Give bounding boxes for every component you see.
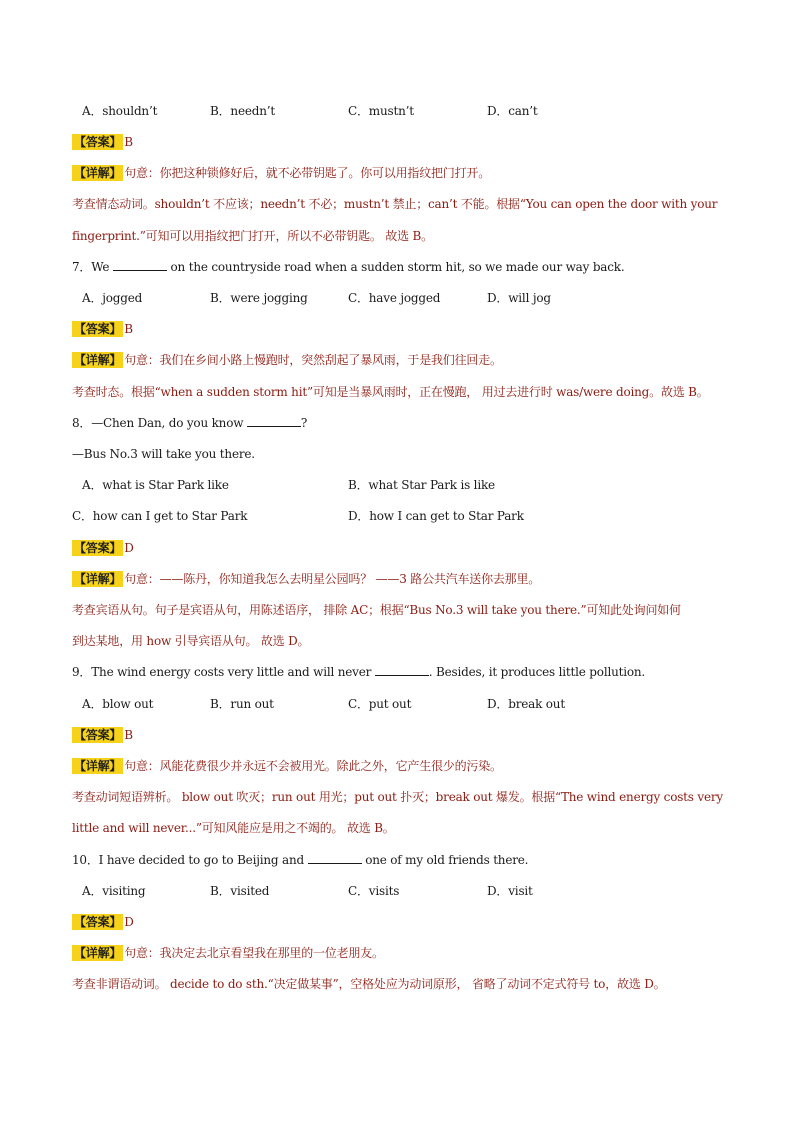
- q10-stem-start: 10．I have decided to go to Beijing and: [72, 853, 308, 867]
- q10-option-b: B．visited: [210, 884, 270, 898]
- answer-tag: 【答案】: [74, 541, 122, 555]
- q9-stem-end: . Besides, it produces little pollution.: [428, 665, 646, 679]
- q8-explain-2: 到达某地，用 how 引导宾语从句。 故选 D。: [72, 634, 310, 648]
- q7-option-c: C．have jogged: [348, 291, 441, 305]
- q6-answer: B: [124, 135, 133, 149]
- q10-explain-1: 考查非谓语动词。 decide to do sth.“决定做某事”，空格处应为动词原形， 省略了动词不定式符号 to，故选 D。: [72, 977, 666, 991]
- q10-blank: [308, 852, 362, 864]
- q9-option-a: A．blow out: [82, 697, 154, 711]
- q10-option-c: C．visits: [348, 884, 400, 898]
- q8-option-d: D．how I can get to Star Park: [348, 509, 524, 523]
- q6-option-b: B．needn’t: [210, 104, 275, 118]
- answer-tag: 【答案】: [74, 728, 122, 742]
- q8-stem-end: ?: [300, 416, 308, 430]
- q8-option-b: B．what Star Park is like: [348, 478, 495, 492]
- q6-detail-line: [72, 165, 722, 181]
- q7-meaning: 句意：我们在乡间小路上慢跑时，突然刮起了暴风雨，于是我们往回走。: [124, 353, 502, 367]
- q8-meaning: 句意：——陈丹，你知道我怎么去明星公园吗？ ——3 路公共汽车送你去那里。: [124, 572, 541, 586]
- q8-answer: D: [124, 541, 134, 555]
- q8-explain-1: 考查宾语从句。句子是宾语从句，用陈述语序， 排除 AC；根据“Bus No.3 will take you there.”可知此处询问如何: [72, 603, 681, 617]
- q9-meaning: 句意：风能花费很少并永远不会被用光。除此之外，它产生很少的污染。: [124, 759, 502, 773]
- q7-answer: B: [124, 322, 133, 336]
- q7-option-b: B．were jogging: [210, 291, 308, 305]
- q8-answer-line: [72, 540, 722, 556]
- q6-answer-line: [72, 134, 722, 150]
- q10-stem-end: one of my old friends there.: [361, 853, 529, 867]
- q10-detail-line: [72, 945, 722, 961]
- q9-blank: [375, 664, 429, 676]
- q9-explain-2: little and will never...”可知风能应是用之不竭的。 故选 B。: [72, 821, 395, 835]
- q7-stem: [72, 259, 722, 275]
- q10-option-d: D．visit: [487, 884, 533, 898]
- detail-tag: 【详解】: [74, 946, 122, 960]
- q10-answer-line: [72, 914, 722, 930]
- q10-meaning: 句意：我决定去北京看望我在那里的一位老朋友。: [124, 946, 384, 960]
- q8-stem: [72, 415, 722, 431]
- q7-option-d: D．will jog: [487, 291, 551, 305]
- q9-option-b: B．run out: [210, 697, 274, 711]
- answer-tag: 【答案】: [74, 915, 122, 929]
- q6-explain-1: 考查情态动词。shouldn’t 不应该；needn’t 不必；mustn’t 禁止；can’t 不能。根据“You can open the door with your: [72, 197, 718, 211]
- detail-tag: 【详解】: [74, 572, 122, 586]
- q8-detail-line: [72, 571, 722, 587]
- q9-answer: B: [124, 728, 133, 742]
- q9-explain-1: 考查动词短语辨析。 blow out 吹灭；run out 用光；put out 扑灭；break out 爆发。根据“The wind energy costs very: [72, 790, 723, 804]
- q8-blank: [247, 415, 301, 427]
- q6-option-d: D．can’t: [487, 104, 538, 118]
- q7-detail-line: [72, 352, 722, 368]
- q8-stem-start: 8．—Chen Dan, do you know: [72, 416, 247, 430]
- q6-option-c: C．mustn’t: [348, 104, 414, 118]
- q8-option-a: A．what is Star Park like: [82, 478, 229, 492]
- q7-option-a: A．jogged: [82, 291, 143, 305]
- q9-option-d: D．break out: [487, 697, 565, 711]
- answer-tag: 【答案】: [74, 322, 122, 336]
- q7-stem-end: on the countryside road when a sudden storm hit, so we made our way back.: [166, 260, 625, 274]
- detail-tag: 【详解】: [74, 353, 122, 367]
- q6-option-a: A．shouldn’t: [82, 104, 158, 118]
- answer-tag: 【答案】: [74, 135, 122, 149]
- detail-tag: 【详解】: [74, 166, 122, 180]
- q10-option-a: A．visiting: [82, 884, 146, 898]
- q9-detail-line: [72, 758, 722, 774]
- q6-meaning: 句意：你把这种锁修好后，就不必带钥匙了。你可以用指纹把门打开。: [124, 166, 491, 180]
- q7-explain-1: 考查时态。根据“when a sudden storm hit”可知是当暴风雨时，正在慢跑， 用过去进行时 was/were doing。故选 B。: [72, 385, 709, 399]
- q10-stem: [72, 852, 722, 868]
- q7-stem-start: 7．We: [72, 260, 113, 274]
- q9-option-c: C．put out: [348, 697, 412, 711]
- q7-blank: [113, 259, 167, 271]
- q9-stem-start: 9．The wind energy costs very little and will never: [72, 665, 375, 679]
- q6-explain-2: fingerprint.”可知可以用指纹把门打开，所以不必带钥匙。 故选 B。: [72, 229, 433, 243]
- q7-answer-line: [72, 321, 722, 337]
- detail-tag: 【详解】: [74, 759, 122, 773]
- q9-answer-line: [72, 727, 722, 743]
- q10-answer: D: [124, 915, 134, 929]
- q8-option-c: C．how can I get to Star Park: [72, 509, 248, 523]
- q8-reply: —Bus No.3 will take you there.: [72, 447, 255, 461]
- q9-stem: [72, 664, 722, 680]
